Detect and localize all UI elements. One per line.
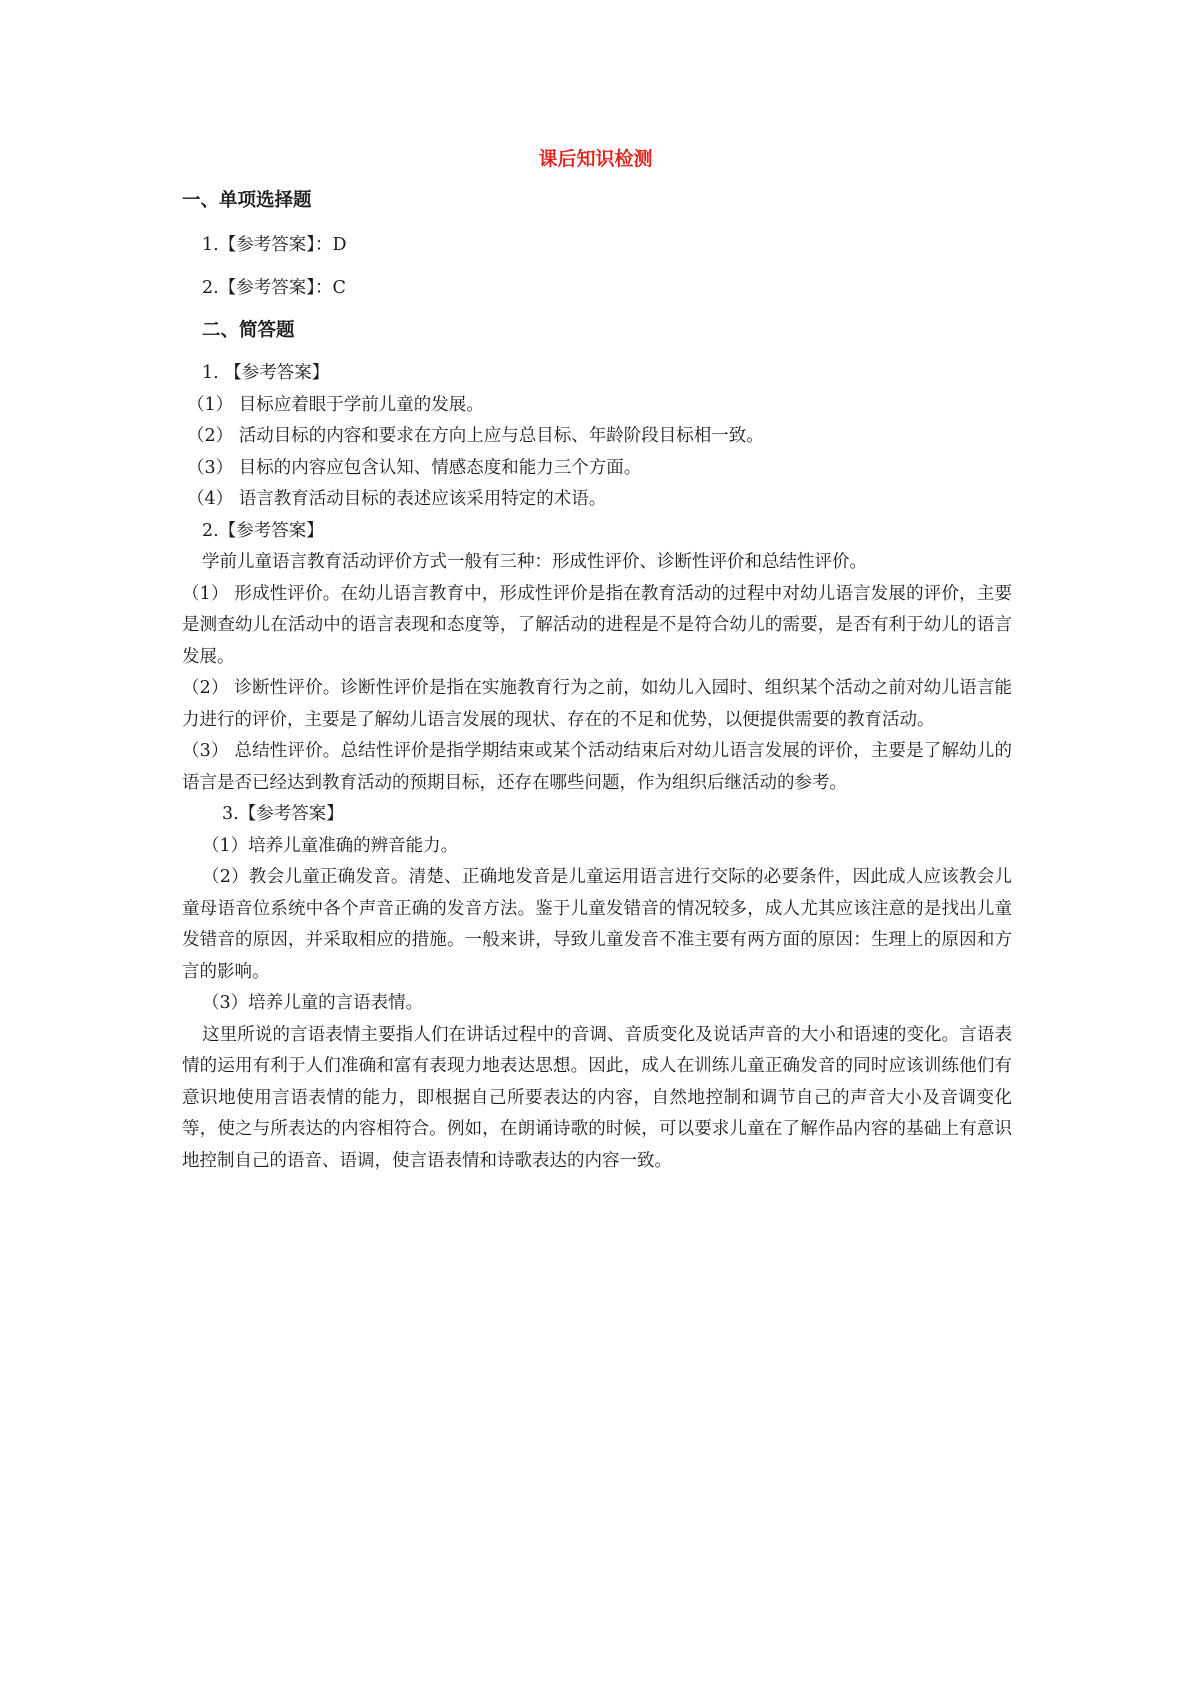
section-heading-multiple-choice: 一、单项选择题 bbox=[182, 190, 312, 211]
q3-point-3-explanation: 这里所说的言语表情主要指人们在讲话过程中的音调、音质变化及说话声音的大小和语速的变化。言语表情的运用有利于人们准确和富有表现力地表达思想。因此，成人在训练儿童正确发音的同时应该训练他们有意识地使用言语表情的能力，即根据自己所要表达的内容，自然地控制和调节自己的声音大小及音调变化等，使之与所表达的内容相符合。例如，在朗诵诗歌的时候，可以要求儿童在了解作品内容的基础上有意识地控制自己的语音、语调，使言语表情和诗歌表达的内容一致。 bbox=[182, 1024, 1012, 1171]
q1-point-4: （4） 语言教育活动目标的表述应该采用特定的术语。 bbox=[187, 489, 607, 509]
q1-point-3: （3） 目标的内容应包含认知、情感态度和能力三个方面。 bbox=[187, 457, 642, 478]
q3-point-1: （1）培养儿童准确的辨音能力。 bbox=[202, 835, 459, 856]
mc-answer-1: 1.【参考答案】：D bbox=[202, 235, 347, 255]
q1-answer-label: 1. 【参考答案】 bbox=[202, 363, 330, 383]
mc-answer-2: 2.【参考答案】：C bbox=[202, 278, 346, 298]
q1-point-1: （1） 目标应着眼于学前儿童的发展。 bbox=[187, 394, 484, 415]
q2-intro: 学前儿童语言教育活动评价方式一般有三种：形成性评价、诊断性评价和总结性评价。 bbox=[202, 552, 867, 572]
section-heading-short-answer: 二、简答题 bbox=[202, 320, 295, 341]
document-body bbox=[182, 188, 1012, 1177]
document-title: 课后知识检测 bbox=[538, 148, 653, 170]
q2-point-3: （3） 总结性评价。总结性评价是指学期结束或某个活动结束后对幼儿语言发展的评价，主要是了解幼儿的语言是否已经达到教育活动的预期目标，还存在哪些问题，作为组织后继活动的参考。 bbox=[182, 741, 1012, 793]
q3-point-3: （3）培养儿童的言语表情。 bbox=[202, 993, 424, 1013]
q1-point-2: （2） 活动目标的内容和要求在方向上应与总目标、年龄阶段目标相一致。 bbox=[187, 426, 764, 446]
q2-answer-label: 2.【参考答案】 bbox=[202, 520, 324, 541]
q3-point-2: （2）教会儿童正确发音。清楚、正确地发音是儿童运用语言进行交际的必要条件，因此成人应该教会儿童母语音位系统中各个声音正确的发音方法。鉴于儿童发错音的情况较多，成人尤其应该注意的是找出儿童发错音的原因，并采取相应的措施。一般来讲，导致儿童发音不准主要有两方面的原因：生理上的原因和方言的影响。 bbox=[182, 867, 1012, 982]
q2-point-1: （1） 形成性评价。在幼儿语言教育中，形成性评价是指在教育活动的过程中对幼儿语言发展的评价，主要是测查幼儿在活动中的语言表现和态度等，了解活动的进程是不是符合幼儿的需要，是否有利于幼儿的语言发展。 bbox=[182, 583, 1012, 667]
q3-answer-label: 3.【参考答案】 bbox=[222, 804, 344, 824]
q2-point-2: （2） 诊断性评价。诊断性评价是指在实施教育行为之前，如幼儿入园时、组织某个活动之前对幼儿语言能力进行的评价，主要是了解幼儿语言发展的现状、存在的不足和优势，以便提供需要的教育活动。 bbox=[182, 678, 1012, 730]
